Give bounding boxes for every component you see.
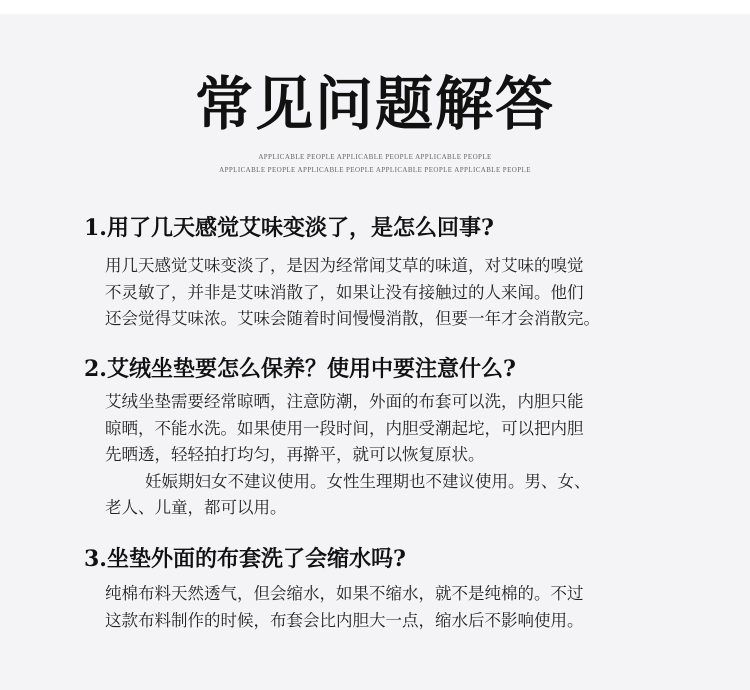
question-1-title: 1.用了几天感觉艾味变淡了，是怎么回事? xyxy=(84,215,494,241)
answer-line: 这款布料制作的时候，布套会比内胆大一点，缩水后不影响使用。 xyxy=(105,610,584,630)
page-title: 常见问题解答 xyxy=(194,70,555,138)
question-2-title: 2.艾绒坐垫要怎么保养？使用中要注意什么? xyxy=(84,356,516,382)
answer-line: 先晒透，轻轻拍打均匀，再擀平，就可以恢复原状。 xyxy=(105,445,485,464)
answer-line: 用几天感觉艾味变淡了，是因为经常闻艾草的味道，对艾味的嗅觉 xyxy=(105,256,584,275)
answer-line: 艾绒坐垫需要经常晾晒，注意防潮，外面的布套可以洗，内胆只能 xyxy=(105,392,584,411)
answer-3 xyxy=(105,581,685,634)
subtitle-line-1: APPLICABLE PEOPLE APPLICABLE PEOPLE APPLICABLE PEOPLE xyxy=(258,153,492,161)
answer-line: 妊娠期妇女不建议使用。女性生理期也不建议使用。男、女、 xyxy=(145,471,591,491)
answer-line: 老人、儿童，都可以用。 xyxy=(105,498,287,517)
top-strip xyxy=(0,0,750,14)
answer-line: 晾晒，不能水洗。如果使用一段时间，内胆受潮起坨，可以把内胆 xyxy=(105,418,584,438)
answer-1 xyxy=(105,253,685,333)
subtitle-line-2: APPLICABLE PEOPLE APPLICABLE PEOPLE APPLICABLE PEOPLE APPLICABLE PEOPLE xyxy=(219,166,531,174)
answer-line: 不灵敏了，并非是艾味消散了，如果让没有接触过的人来闻。他们 xyxy=(105,282,584,302)
answer-line: 纯棉布料天然透气，但会缩水，如果不缩水，就不是纯棉的。不过 xyxy=(105,584,584,603)
answer-2 xyxy=(105,389,685,522)
question-3-title: 3.坐垫外面的布套洗了会缩水吗? xyxy=(84,546,406,572)
answer-line: 还会觉得艾味浓。艾味会随着时间慢慢消散，但要一年才会消散完。 xyxy=(105,309,600,328)
